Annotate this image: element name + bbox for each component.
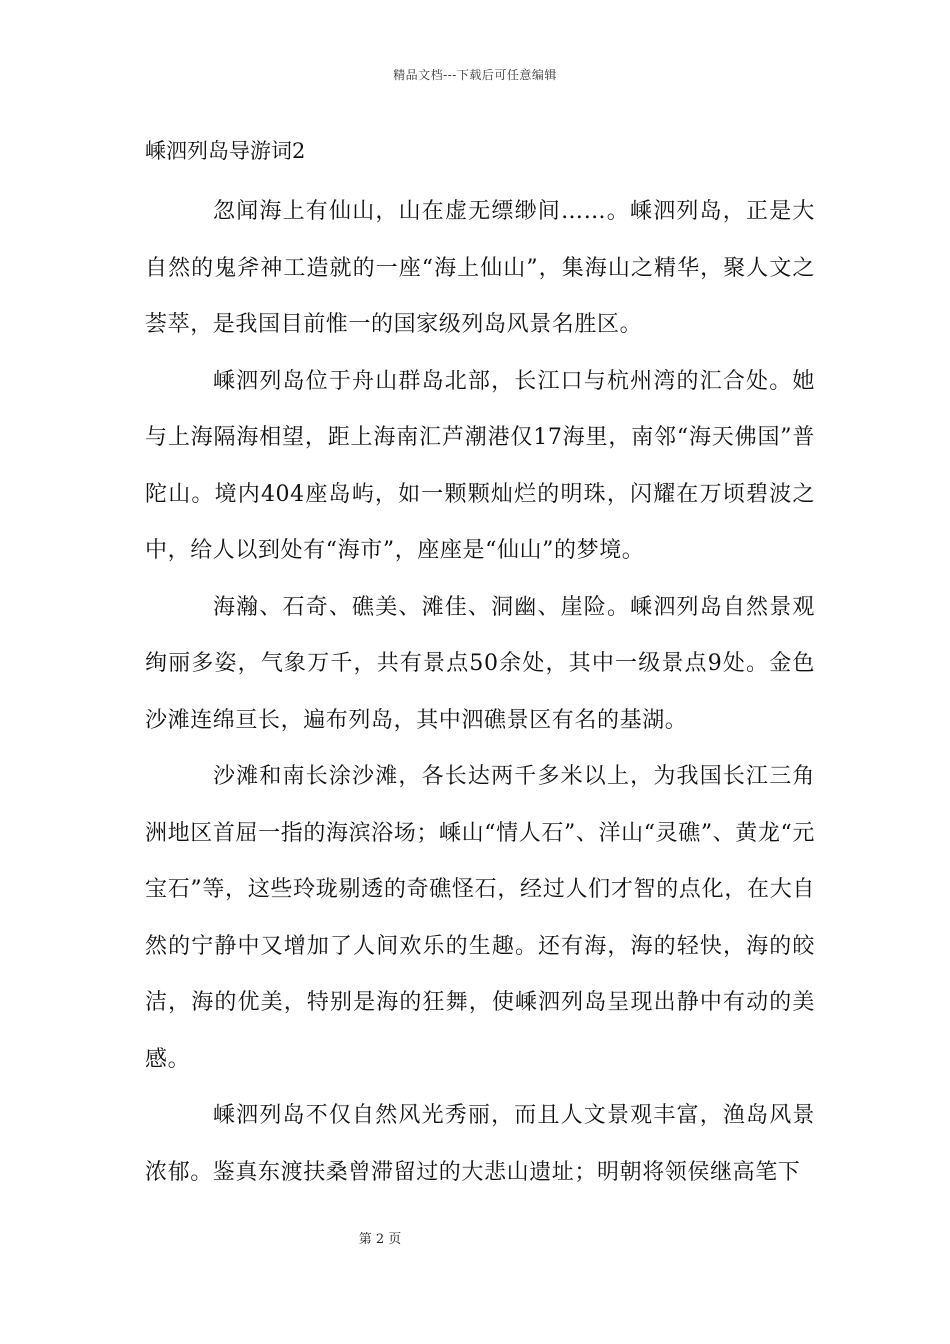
paragraph-4: 沙滩和南长涂沙滩，各长达两千多米以上，为我国长江三角洲地区首屈一指的海滨浴场；嵊山“情人石”、洋山“灵礁”、黄龙“元宝石”等，这些玲珑剔透的奇礁怪石，经过人们才智的点化，在大自然的宁静中又增加了人间欢乐的生趣。还有海，海的轻快，海的皎洁，海的优美，特别是海的狂舞，使嵊泗列岛呈现出静中有动的美感。 — [145, 764, 815, 1072]
document-title: 嵊泗列岛导游词2 — [145, 139, 306, 163]
page-number: 第 2 页 — [358, 1232, 402, 1247]
paragraph-2: 嵊泗列岛位于舟山群岛北部，长江口与杭州湾的汇合处。她与上海隔海相望，距上海南汇芦潮港仅17海里，南邻“海天佛国”普陀山。境内404座岛屿，如一颗颗灿烂的明珠，闪耀在万顷碧波之中，给人以到处有“海市”，座座是“仙山”的梦境。 — [145, 368, 815, 563]
paragraph-3: 海瀚、石奇、礁美、滩佳、洞幽、崖险。嵊泗列岛自然景观绚丽多姿，气象万千，共有景点50余处，其中一级景点9处。金色沙滩连绵亘长，遍布列岛，其中泗礁景区有名的基湖。 — [145, 594, 815, 733]
paragraph-1: 忽闻海上有仙山，山在虚无缥缈间……。嵊泗列岛，正是大自然的鬼斧神工造就的一座“海上仙山”，集海山之精华，聚人文之荟萃，是我国目前惟一的国家级列岛风景名胜区。 — [145, 199, 815, 337]
page-header: 精品文档---下载后可任意编辑 — [393, 68, 557, 82]
paragraph-5: 嵊泗列岛不仅自然风光秀丽，而且人文景观丰富，渔岛风景浓郁。鉴真东渡扶桑曾滞留过的大悲山遗址；明朝将领侯继高笔下 — [145, 1103, 815, 1185]
document-body — [145, 131, 815, 1201]
